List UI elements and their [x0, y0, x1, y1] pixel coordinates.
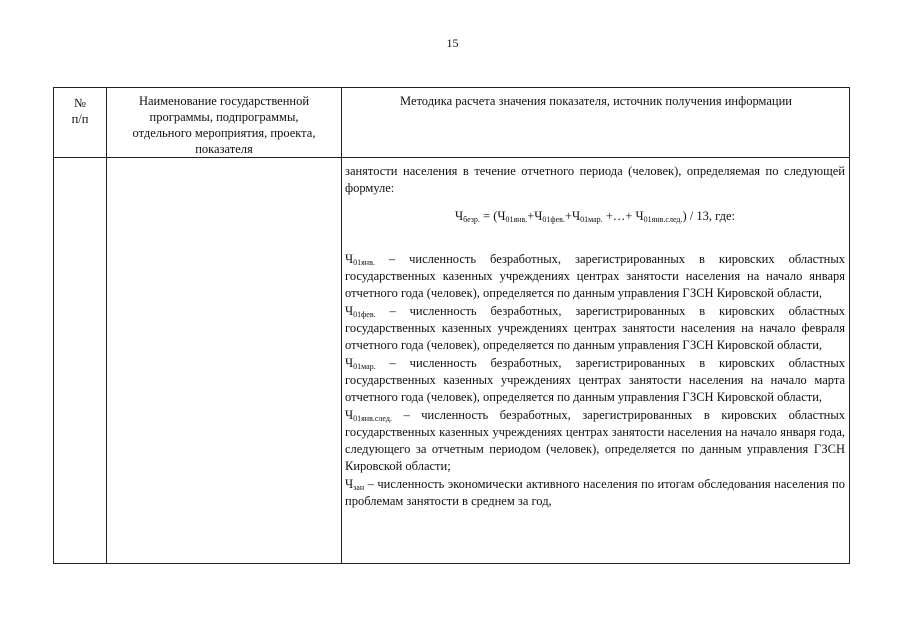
column-divider	[341, 88, 342, 563]
definition-item: $Ч_{01фев.}$ – численность безработных, зарегистрированных в кировских областных государственных казенных учреждениях центрах занятости населения на начало февраля отчетного года (человек), определяется по данным управления ГЗСН Кировской области,	[345, 303, 845, 353]
methodology-content	[345, 163, 845, 510]
intro-text: занятости населения в течение отчетного периода (человек), определяемая по следующей формуле:	[345, 164, 845, 196]
methodology-table	[53, 87, 850, 564]
page-number: 15	[446, 36, 459, 50]
header-name: Наименование государственной программы, подпрограммы, отдельного мероприятия, проекта, показателя	[132, 94, 316, 156]
definition-item: $Ч_{01янв.след.}$ – численность безработных, зарегистрированных в кировских областных государственных казенных учреждениях центрах занятости населения на начало января года, следующего за отчетным периодом (человек), определяется по данным управления ГЗСН Кировской области;	[345, 407, 845, 474]
definition-item: $Ч_{01янв.}$ – численность безработных, зарегистрированных в кировских областных государственных казенных учреждениях центрах занятости населения на начало января отчетного года (человек), определяется по данным управления ГЗСН Кировской области,	[345, 251, 845, 301]
formula: $Ч_{безр.} = (Ч_{01янв.}+Ч_{01фев.}+Ч_{01мар.}$ +…+ $Ч_{01янв.след.}) / 13$, где:	[454, 208, 735, 224]
header-number: № п/п	[71, 96, 89, 126]
header-methodology: Методика расчета значения показателя, источник получения информации	[400, 94, 792, 108]
column-divider	[106, 88, 107, 563]
definition-item: $Ч_{01мар.}$ – численность безработных, зарегистрированных в кировских областных государственных казенных учреждениях центрах занятости населения на начало марта отчетного года (человек), определяется по данным управления ГЗСН Кировской области,	[345, 355, 845, 405]
header-divider	[54, 157, 849, 158]
definition-item: $Ч_{зан}$ – численность экономически активного населения по итогам обследования населения по проблемам занятости в среднем за год,	[345, 476, 845, 509]
